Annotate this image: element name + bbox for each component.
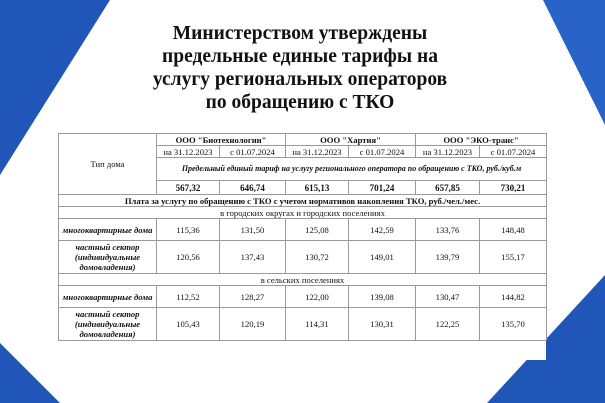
operator-header-1: ООО "Биотехнологии"	[157, 134, 286, 146]
row-label: частный сектор (индивидуальные домовладения)	[59, 308, 157, 341]
table-row	[59, 308, 547, 341]
fee-value: 139,08	[349, 286, 416, 308]
period-header: на 31.12.2023	[416, 146, 480, 158]
fee-value: 131,50	[220, 219, 286, 241]
table-row	[59, 274, 547, 286]
fee-value: 130,72	[286, 241, 349, 274]
fee-value: 115,36	[157, 219, 220, 241]
fee-value: 130,47	[416, 286, 480, 308]
table-row	[59, 219, 547, 241]
fee-value: 122,25	[416, 308, 480, 341]
fee-value: 137,43	[220, 241, 286, 274]
fee-value: 112,52	[157, 286, 220, 308]
tariff-value: 730,21	[480, 181, 547, 195]
table-row	[59, 134, 547, 146]
section-title: в городских округах и городских поселениях	[59, 207, 547, 219]
house-type-header: Тип дома	[59, 134, 157, 195]
tariff-value: 615,13	[286, 181, 349, 195]
fee-value: 128,27	[220, 286, 286, 308]
row-label: многоквартирные дома	[59, 219, 157, 241]
fee-value: 149,01	[349, 241, 416, 274]
table-row	[59, 207, 547, 219]
tariff-value: 646,74	[220, 181, 286, 195]
table-row	[59, 195, 547, 207]
period-header: с 01.07.2024	[480, 146, 547, 158]
tariff-table	[58, 133, 547, 341]
period-header: с 01.07.2024	[220, 146, 286, 158]
fee-value: 148,48	[480, 219, 547, 241]
row-label: многоквартирные дома	[59, 286, 157, 308]
fee-value: 155,17	[480, 241, 547, 274]
fee-value: 120,56	[157, 241, 220, 274]
fee-value: 105,43	[157, 308, 220, 341]
fee-value: 142,59	[349, 219, 416, 241]
fee-value: 114,31	[286, 308, 349, 341]
period-header: с 01.07.2024	[349, 146, 416, 158]
fee-value: 120,19	[220, 308, 286, 341]
fee-header: Плата за услугу по обращению с ТКО с учетом нормативов накопления ТКО, руб./чел./мес.	[59, 195, 547, 207]
section-title: в сельских поселениях	[59, 274, 547, 286]
operator-header-3: ООО "ЭКО-транс"	[416, 134, 547, 146]
decor-triangle-top-right	[543, 0, 605, 125]
tariff-value: 567,32	[157, 181, 220, 195]
fee-value: 144,82	[480, 286, 547, 308]
tariff-table-sheet	[58, 133, 546, 360]
fee-value: 139,79	[416, 241, 480, 274]
table-row	[59, 286, 547, 308]
period-header: на 31.12.2023	[286, 146, 349, 158]
tariff-value: 701,24	[349, 181, 416, 195]
fee-value: 130,31	[349, 308, 416, 341]
fee-value: 135,70	[480, 308, 547, 341]
fee-value: 125,08	[286, 219, 349, 241]
fee-value: 122,00	[286, 286, 349, 308]
period-header: на 31.12.2023	[157, 146, 220, 158]
tariff-value: 657,85	[416, 181, 480, 195]
page-title: Министерством утверждены предельные единые тарифы на услугу региональных операторов по обращению с ТКО	[152, 23, 448, 113]
fee-value: 133,76	[416, 219, 480, 241]
operator-header-2: ООО "Хартия"	[286, 134, 416, 146]
table-row	[59, 241, 547, 274]
tariff-note: Предельный единый тариф на услугу регионального оператора по обращению с ТКО, руб./куб.м	[157, 158, 547, 181]
decor-triangle-bottom-left	[0, 343, 60, 403]
row-label: частный сектор (индивидуальные домовладения)	[59, 241, 157, 274]
